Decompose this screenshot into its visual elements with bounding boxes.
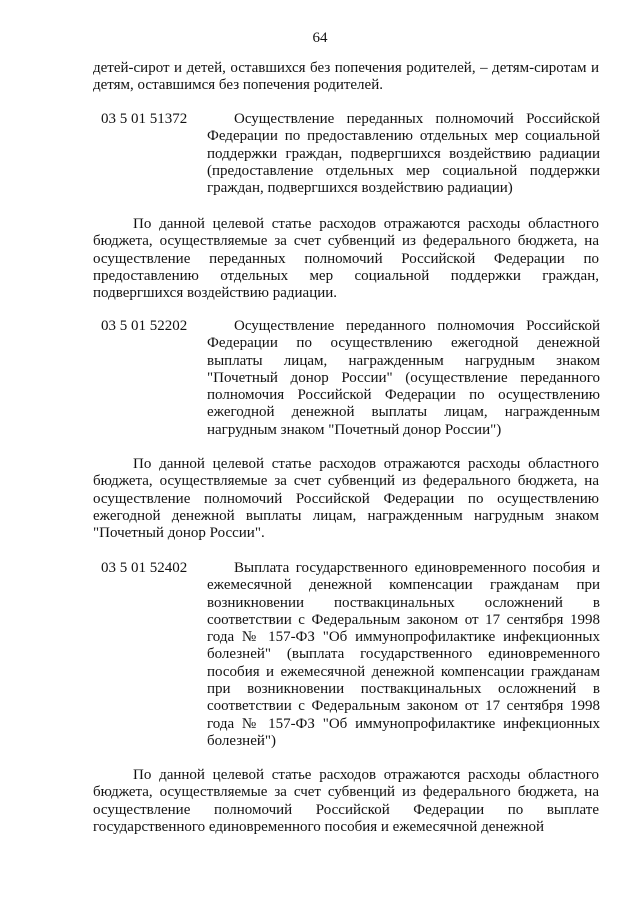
budget-text-1: По данной целевой статье расходов отражаются расходы областного бюджета, осуществляемые за счет субвенций из федерального бюджета, на осуществление переданных полномочий Российской Федерации по предоставлению отдельных мер социальной поддержки граждан, подвергшихся воздействию радиации. bbox=[93, 216, 599, 302]
page-number: 64 bbox=[312, 30, 328, 46]
budget-code-2: 03 5 01 52202 bbox=[101, 318, 188, 334]
budget-code-3: 03 5 01 52402 bbox=[101, 560, 188, 576]
budget-text-2: По данной целевой статье расходов отражаются расходы областного бюджета, осуществляемые за счет субвенций из федерального бюджета, на осуществление полномочий Российской Федерации по осуществлению ежегодной денежной выплаты лицам, награжденным нагрудным знаком "Почетный донор России". bbox=[93, 456, 599, 542]
budget-text-3: По данной целевой статье расходов отражаются расходы областного бюджета, осуществляемые за счет субвенций из федерального бюджета, на осуществление полномочий Российской Федерации по выплате государственного единовременного пособия и ежемесячной денежной bbox=[93, 767, 599, 835]
intro-paragraph: детей-сирот и детей, оставшихся без попечения родителей, – детям-сиротам и детям, оставшимся без попечения родителей. bbox=[93, 60, 599, 94]
budget-title-1: Осуществление переданных полномочий Российской Федерации по предоставлению отдельных мер социальной поддержки граждан, подвергшихся воздействию радиации (предоставление отдельных мер социальной поддержки граждан, подвергшихся воздействию радиации) bbox=[207, 111, 600, 197]
budget-code-1: 03 5 01 51372 bbox=[101, 111, 188, 127]
budget-title-2: Осуществление переданного полномочия Российской Федерации по осуществлению ежегодной денежной выплаты лицам, награжденным нагрудным знаком "Почетный донор России" (осуществление переданного полномочия Российской Федерации по осуществлению ежегодной денежной выплаты лицам, награжденным нагрудным знаком "Почетный донор России") bbox=[207, 318, 600, 438]
budget-title-3: Выплата государственного единовременного пособия и ежемесячной денежной компенсации гражданам при возникновении поствакцинальных осложнений в соответствии с Федеральным законом от 17 сентября 1998 года № 157-ФЗ "Об иммунопрофилактике инфекционных болезней" (выплата государственного единовременного пособия и ежемесячной денежной компенсации гражданам при возникновении поствакцинальных осложнений в соответствии с Федеральным законом от 17 сентября 1998 года № 157-ФЗ "Об иммунопрофилактике инфекционных болезней") bbox=[207, 560, 600, 749]
